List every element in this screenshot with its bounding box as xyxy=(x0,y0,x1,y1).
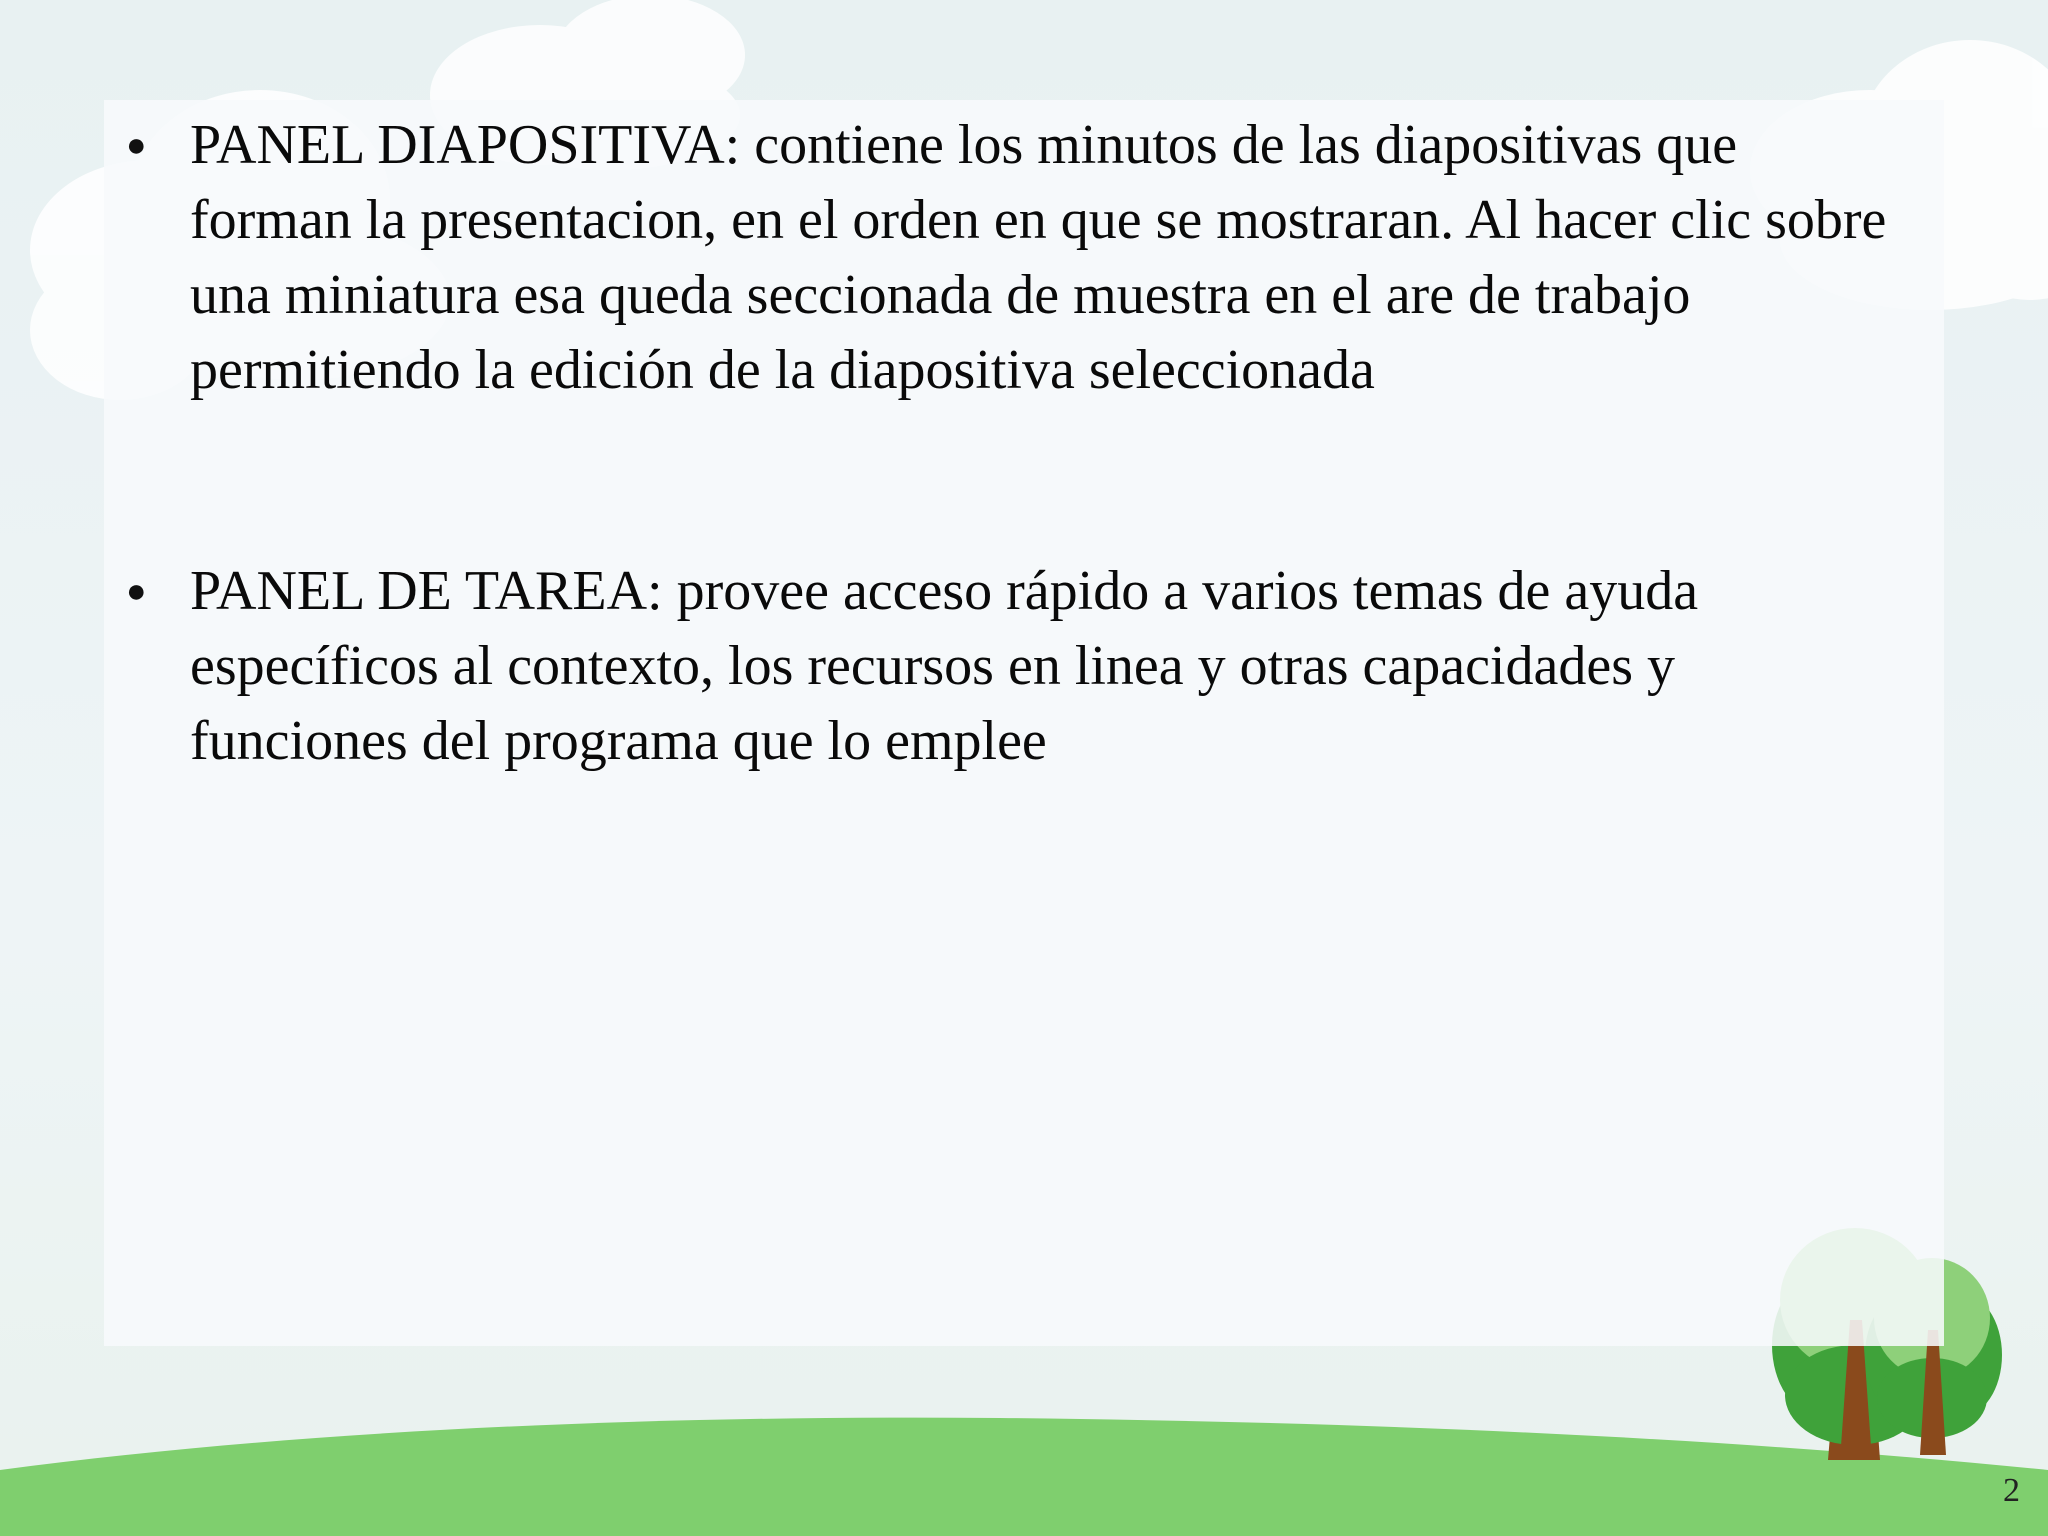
bullet-list xyxy=(104,108,1944,779)
bullet-item-panel-diapositiva xyxy=(104,108,1944,408)
bullet-text: PANEL DIAPOSITIVA: contiene los minutos de las diapositivas que forman la presentacion, en el orden en que se mostraran. Al hacer clic sobre una miniatura esa queda seccionada de muestra en el are de trabajo permitiendo la edición de la diapositiva seleccionada xyxy=(190,114,1887,401)
bullet-item-panel-de-tarea xyxy=(104,554,1944,779)
bullet-icon: ● xyxy=(126,127,147,164)
bullet-icon: ● xyxy=(126,573,147,610)
slide-number: 2 xyxy=(2003,1472,2020,1509)
bullet-text: PANEL DE TAREA: provee acceso rápido a varios temas de ayuda específicos al contexto, los recursos en linea y otras capacidades y funciones del programa que lo emplee xyxy=(190,560,1699,772)
hill-shape xyxy=(0,1418,2048,1536)
